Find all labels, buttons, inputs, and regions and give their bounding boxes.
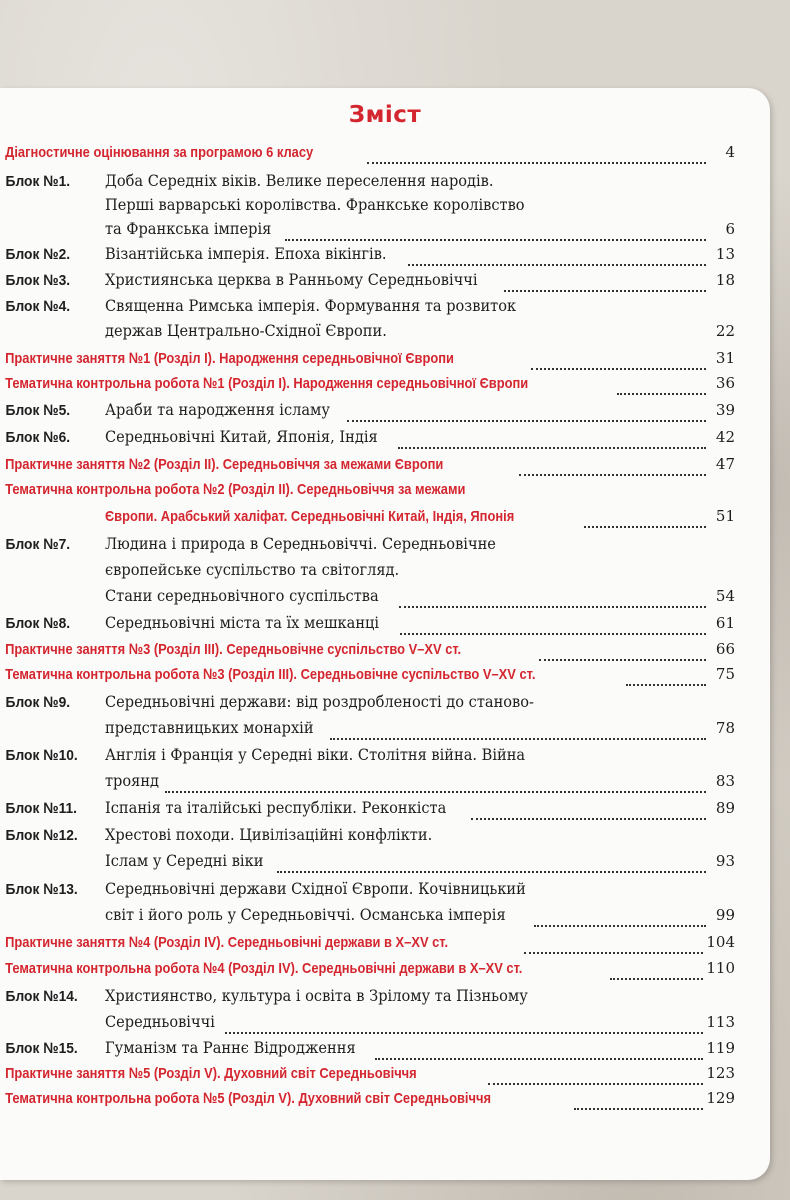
- page-number: 99: [715, 906, 735, 924]
- entry-title: Практичне заняття №1 (Розділ І). Народження середньовічної Європи: [5, 350, 454, 367]
- leader-dots: [330, 724, 706, 740]
- entry-title: Середньовічні держави Східної Європи. Кочівницький: [105, 880, 526, 898]
- block-label: Блок №11.: [5, 800, 78, 817]
- page-number: 129: [706, 1089, 735, 1107]
- entry-title: Європи. Арабський халіфат. Середньовічні Китай, Індія, Японія: [105, 508, 515, 525]
- page-number: 110: [706, 959, 735, 977]
- leader-dots: [375, 1044, 704, 1060]
- entry-title: троянд: [105, 772, 160, 790]
- block-label: Блок №3.: [5, 272, 71, 289]
- entry-title: Тематична контрольна робота №3 (Розділ ІІІ). Середньовічне суспільство V–XV ст.: [5, 666, 536, 683]
- entry-title: Середньовіччі: [105, 1013, 215, 1031]
- page-number: 22: [715, 322, 735, 340]
- leader-dots: [617, 379, 706, 395]
- toc-entry-test-2[interactable]: [0, 481, 735, 505]
- toc-entry-block-14[interactable]: [0, 987, 735, 1011]
- entry-title: Доба Середніх віків. Велике переселення народів.: [105, 172, 494, 190]
- entry-title: та Франкська імперія: [105, 220, 272, 238]
- toc-entry-block-10-line-2: [0, 772, 735, 796]
- entry-title: Гуманізм та Раннє Відродження: [105, 1039, 356, 1057]
- block-label: Блок №12.: [5, 827, 78, 844]
- toc-entry-test-2-line-2: [0, 507, 735, 531]
- toc-entry-block-6[interactable]: [0, 428, 735, 452]
- entry-title: Практичне заняття №2 (Розділ ІІ). Середньовіччя за межами Європи: [5, 456, 444, 473]
- toc-entry-block-1-line-3: [0, 220, 735, 244]
- leader-dots: [165, 777, 706, 793]
- page-number: 4: [725, 143, 735, 161]
- toc-entry-block-10[interactable]: [0, 746, 735, 770]
- block-label: Блок №8.: [5, 615, 71, 632]
- page-number: 89: [715, 799, 735, 817]
- entry-title: Тематична контрольна робота №5 (Розділ V). Духовний світ Середньовіччя: [5, 1090, 491, 1107]
- entry-title: Стани середньовічного суспільства: [105, 587, 379, 605]
- leader-dots: [610, 964, 703, 980]
- toc-entry-block-4[interactable]: [0, 297, 735, 321]
- entry-title: Перші варварські королівства. Франкське королівство: [105, 196, 525, 214]
- block-label: Блок №10.: [5, 747, 78, 764]
- entry-title: представницьких монархій: [105, 719, 314, 737]
- page-number: 39: [715, 401, 735, 419]
- page-number: 119: [706, 1039, 735, 1057]
- entry-title: Хрестові походи. Цивілізаційні конфлікти.: [105, 826, 433, 844]
- toc-entry-block-7-line-3: [0, 587, 735, 611]
- toc-entry-block-7[interactable]: [0, 535, 735, 559]
- toc-entry-block-2[interactable]: [0, 245, 735, 269]
- page-number: 18: [715, 271, 735, 289]
- leader-dots: [408, 327, 706, 343]
- toc-entry-block-5[interactable]: [0, 401, 735, 425]
- block-label: Блок №2.: [5, 246, 71, 263]
- leader-dots: [399, 592, 706, 608]
- block-label: Блок №6.: [5, 429, 71, 446]
- toc-entry-block-12-line-2: [0, 852, 735, 876]
- leader-dots: [531, 354, 706, 370]
- block-label: Блок №13.: [5, 881, 78, 898]
- block-label: Блок №14.: [5, 988, 78, 1005]
- leader-dots: [488, 1069, 704, 1085]
- leader-dots: [534, 911, 706, 927]
- block-label: Блок №5.: [5, 402, 71, 419]
- leader-dots: [471, 804, 706, 820]
- entry-title: Священна Римська імперія. Формування та розвиток: [105, 297, 517, 315]
- page-number: 104: [706, 933, 735, 951]
- leader-dots: [524, 938, 703, 954]
- entry-title: Практичне заняття №4 (Розділ IV). Середньовічні держави в X–XV ст.: [5, 934, 449, 951]
- toc-entry-block-9[interactable]: [0, 693, 735, 717]
- leader-dots: [347, 406, 706, 422]
- block-label: Блок №9.: [5, 694, 71, 711]
- page-number: 113: [706, 1013, 735, 1031]
- page-number: 61: [715, 614, 735, 632]
- entry-title: Візантійська імперія. Епоха вікінгів.: [105, 245, 387, 263]
- toc-entry-test-4[interactable]: [0, 959, 735, 983]
- page-number: 13: [715, 245, 735, 263]
- page-number: 6: [725, 220, 735, 238]
- toc-entry-practical-1[interactable]: [0, 349, 735, 373]
- page-number: 75: [715, 665, 735, 683]
- toc-entry-block-1-line-2: [0, 196, 735, 220]
- toc-entry-block-11[interactable]: [0, 799, 735, 823]
- toc-entry-practical-5[interactable]: [0, 1064, 735, 1088]
- block-label: Блок №15.: [5, 1040, 78, 1057]
- leader-dots: [539, 645, 706, 661]
- page-number: 83: [715, 772, 735, 790]
- block-label: Блок №1.: [5, 173, 71, 190]
- page-number: 47: [715, 455, 735, 473]
- entry-title: держав Центрально-Східної Європи.: [105, 322, 387, 340]
- toc-entry-block-13[interactable]: [0, 880, 735, 904]
- entry-title: Тематична контрольна робота №2 (Розділ ІІ). Середньовіччя за межами: [5, 481, 466, 498]
- entry-title: європейське суспільство та світогляд.: [105, 561, 400, 579]
- entry-title: Діагностичне оцінювання за програмою 6 класу: [5, 144, 314, 161]
- toc-entry-practical-4[interactable]: [0, 933, 735, 957]
- leader-dots: [626, 670, 706, 686]
- leader-dots: [400, 619, 706, 635]
- leader-dots: [398, 433, 706, 449]
- toc-entry-block-13-line-2: [0, 906, 735, 930]
- toc-entry-practical-3[interactable]: [0, 640, 735, 664]
- entry-title: Середньовічні міста та їх мешканці: [105, 614, 380, 632]
- entry-title: Тематична контрольна робота №1 (Розділ І). Народження середньовічної Європи: [5, 375, 529, 392]
- entry-title: світ і його роль у Середньовіччі. Османська імперія: [105, 906, 506, 924]
- entry-title: Середньовічні Китай, Японія, Індія: [105, 428, 378, 446]
- toc-entry-practical-2[interactable]: [0, 455, 735, 479]
- toc-entry-diagnostic[interactable]: [0, 143, 735, 167]
- page-number: 93: [715, 852, 735, 870]
- leader-dots: [285, 225, 706, 241]
- entry-title: Тематична контрольна робота №4 (Розділ IV). Середньовічні держави в X–XV ст.: [5, 960, 523, 977]
- page-number: 51: [715, 507, 735, 525]
- toc-entry-block-1[interactable]: [0, 172, 735, 196]
- toc-entry-block-9-line-2: [0, 719, 735, 743]
- entry-title: Іслам у Середні віки: [105, 852, 264, 870]
- toc-entry-block-15[interactable]: [0, 1039, 735, 1063]
- toc-entry-test-3[interactable]: [0, 665, 735, 689]
- entry-title: Англія і Франція у Середні віки. Столітня війна. Війна: [105, 746, 526, 764]
- page-number: 78: [715, 719, 735, 737]
- toc-entry-test-1[interactable]: [0, 374, 735, 398]
- leader-dots: [519, 460, 706, 476]
- toc-entry-test-5[interactable]: [0, 1089, 735, 1113]
- leader-dots: [277, 857, 706, 873]
- entry-title: Християнська церква в Ранньому Середньовіччі: [105, 271, 478, 289]
- entry-title: Християнство, культура і освіта в Зрілому та Пізньому: [105, 987, 528, 1005]
- entry-title: Араби та народження ісламу: [105, 401, 330, 419]
- toc-entry-block-4-line-2: [0, 322, 735, 346]
- toc-entry-block-14-line-2: [0, 1013, 735, 1037]
- toc-entry-block-3[interactable]: [0, 271, 735, 295]
- leader-dots: [408, 250, 706, 266]
- page-number: 42: [715, 428, 735, 446]
- entry-title: Іспанія та італійські республіки. Реконкіста: [105, 799, 447, 817]
- leader-dots: [584, 512, 706, 528]
- entry-title: Середньовічні держави: від роздробленості до станово-: [105, 693, 534, 711]
- toc-entry-block-7-line-2: [0, 561, 735, 585]
- page-number: 66: [715, 640, 735, 658]
- block-label: Блок №7.: [5, 536, 71, 553]
- page-number: 31: [715, 349, 735, 367]
- page-number: 54: [715, 587, 735, 605]
- entry-title: Людина і природа в Середньовіччі. Середньовічне: [105, 535, 496, 553]
- leader-dots: [225, 1018, 703, 1034]
- page-title: Зміст: [348, 102, 422, 128]
- leader-dots: [574, 1094, 703, 1110]
- toc-entry-block-8[interactable]: [0, 614, 735, 638]
- entry-title: Практичне заняття №3 (Розділ ІІІ). Середньовічне суспільство V–XV ст.: [5, 641, 462, 658]
- block-label: Блок №4.: [5, 298, 71, 315]
- toc-entry-block-12[interactable]: [0, 826, 735, 850]
- page-number: 123: [706, 1064, 735, 1082]
- leader-dots: [504, 276, 706, 292]
- entry-title: Практичне заняття №5 (Розділ V). Духовний світ Середньовіччя: [5, 1065, 417, 1082]
- page-number: 36: [715, 374, 735, 392]
- leader-dots: [367, 148, 706, 164]
